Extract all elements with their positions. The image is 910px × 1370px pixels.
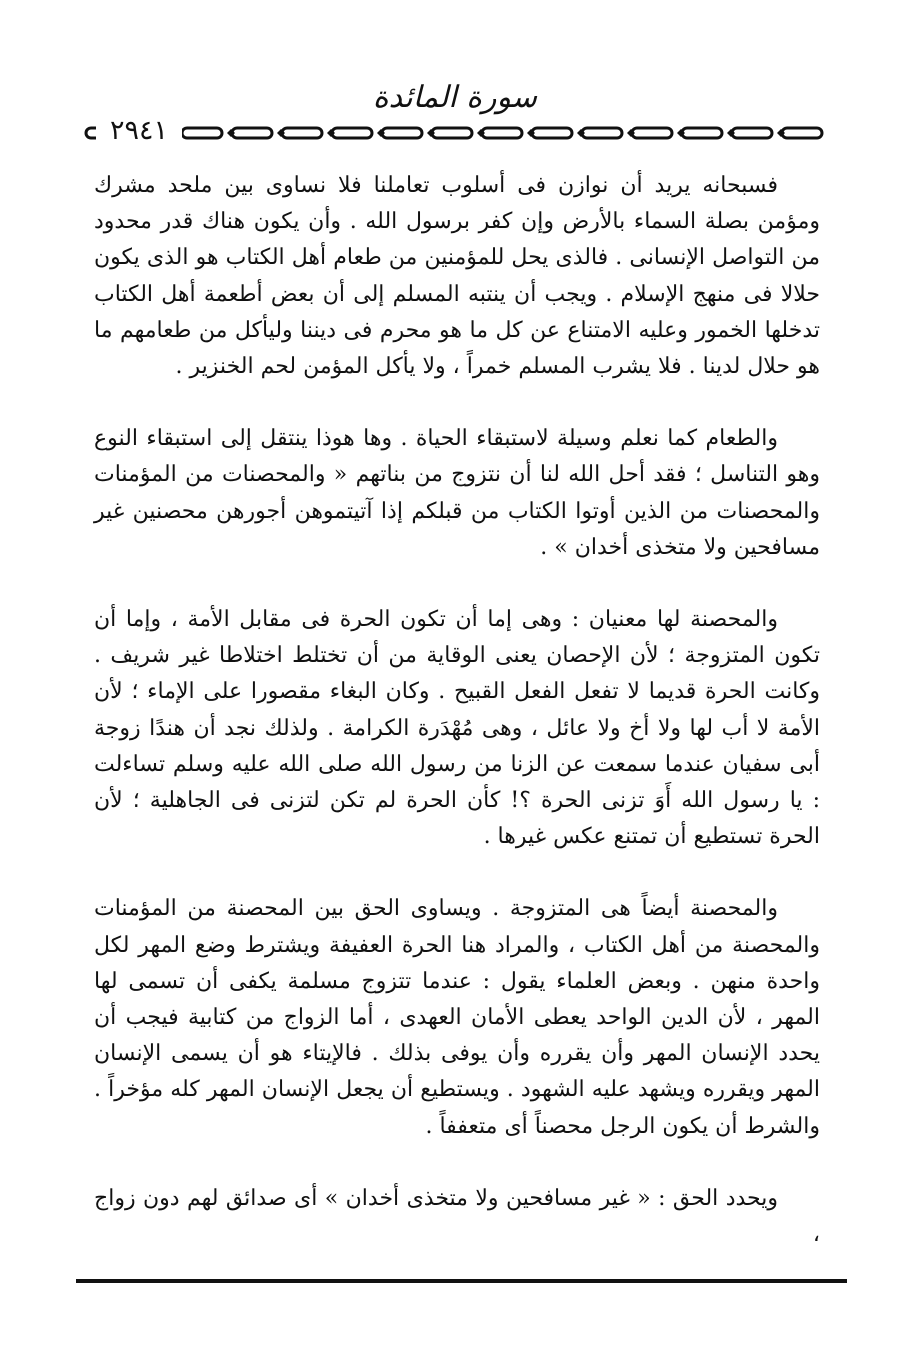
border-link <box>482 128 522 138</box>
border-link <box>582 128 622 138</box>
decorative-header-border <box>78 118 838 148</box>
paragraph: ويحدد الحق : « غير مسافحين ولا متخذى أخدان » أى صدائق لهم دون زواج ، <box>94 1185 820 1248</box>
border-link <box>282 128 322 138</box>
border-link <box>532 128 572 138</box>
border-link <box>782 128 822 138</box>
paragraph: والمحصنة لها معنيان : وهى إما أن تكون الحرة فى مقابل الأمة ، وإما أن تكون المتزوجة ؛ لأن الإحصان يعنى الوقاية من أن تختلط اختلاطا غير شريف . وكانت الحرة قديما لا تفعل الفعل القبيح . وكان البغاء مقصورا على الإماء ؛ لأن الأمة لا أب لها ولا أخ ولا عائل ، وهى مُهْدَرة الكرامة . ولذلك نجد أن هندًا زوجة أبى سفيان عندما سمعت عن الزنا من رسول الله صلى الله عليه وسلم تساءلت : يا رسول الله أَوَ تزنى الحرة ؟! كأن الحرة لم تكن لتزنى فى الجاهلية ؛ لأن الحرة تستطيع أن تمتنع عكس غيرها . <box>94 607 820 850</box>
border-link <box>182 128 222 138</box>
border-link <box>332 128 372 138</box>
border-link <box>432 128 472 138</box>
surah-title: سورة المائدة <box>372 80 538 115</box>
paragraph: والمحصنة أيضاً هى المتزوجة . ويساوى الحق بين المحصنة من المؤمنات والمحصنة من أهل الكتاب ، والمراد هنا الحرة العفيفة ويشترط وضع المهر لكل واحدة منهن . وبعض العلماء يقول : عندما تتزوج مسلمة يكفى أن تسمى لها المهر ، لأن الدين الواحد يعطى الأمان العهدى ، أما الزواج من كتابية فيجب أن يحدد الإنسان المهر وأن يقرره وأن يوفى بذلك . فالإيتاء هو أن يسمى الإنسان المهر ويقرره ويشهد عليه الشهود . ويستطيع أن يجعل الإنسان المهر كله مؤخراً . والشرط أن يكون الرجل محصناً أى متعففاً . <box>94 896 820 1139</box>
border-link <box>732 128 772 138</box>
page-number: ٢٩٤١ <box>96 113 182 149</box>
border-link <box>632 128 672 138</box>
paragraph: والطعام كما نعلم وسيلة لاستبقاء الحياة . وها هوذا ينتقل إلى استبقاء النوع وهو التناسل ؛ فقد أحل الله لنا أن نتزوج من بناتهم « والمحصنات من المؤمنات والمحصنات من الذين أوتوا الكتاب من قبلكم إذا آتيتموهن أجورهن محصنين غير مسافحين ولا متخذى أخدان » . <box>94 426 820 560</box>
border-link <box>382 128 422 138</box>
body-text <box>94 168 820 1253</box>
bottom-rule <box>76 1279 847 1283</box>
border-link <box>232 128 272 138</box>
paragraph: فسبحانه يريد أن نوازن فى أسلوب تعاملنا فلا نساوى بين ملحد مشرك ومؤمن بصلة السماء بالأرض وإن كفر برسول الله . وأن يكون هناك قدر محدود من التواصل الإنسانى . فالذى يحل للمؤمنين من طعام أهل الكتاب هو الذى يكون حلالا فى منهج الإسلام . ويجب أن ينتبه المسلم إلى أن بعض أطعمة أهل الكتاب تدخلها الخمور وعليه الامتناع عن كل ما هو محرم فى ديننا وليأكل من طعامهم ما هو حلال لدينا . فلا يشرب المسلم خمراً ، ولا يأكل المؤمن لحم الخنزير . <box>94 173 820 380</box>
border-link <box>682 128 722 138</box>
